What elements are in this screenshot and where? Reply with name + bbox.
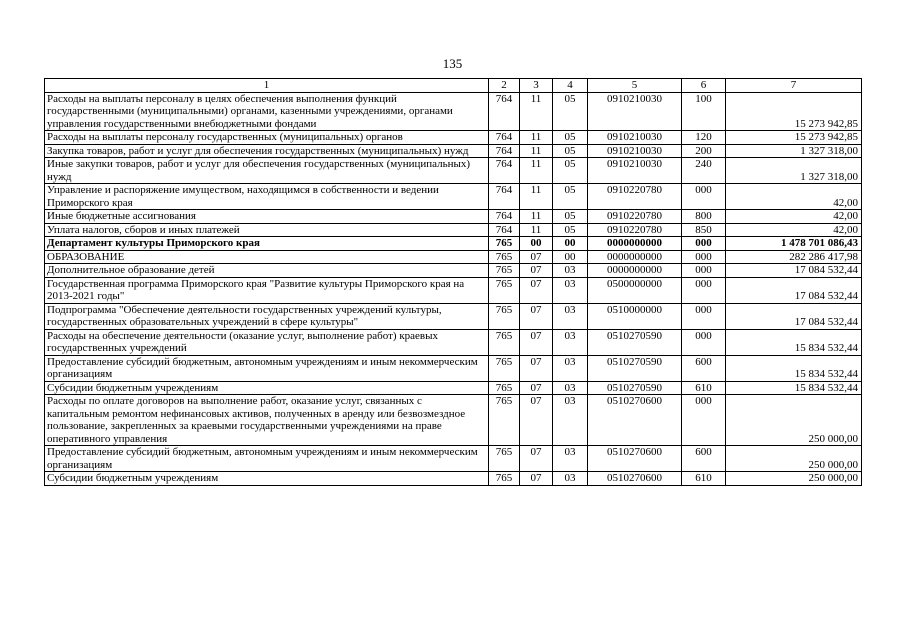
row-section-cell: 07 (520, 277, 553, 303)
table-row (45, 355, 862, 381)
row-target-article-cell: 0910220780 (588, 184, 682, 210)
budget-table (44, 78, 862, 486)
row-expense-type-cell: 000 (682, 184, 726, 210)
row-name-cell: Иные закупки товаров, работ и услуг для обеспечения государственных (муниципальных) нужд (45, 158, 489, 184)
row-name-cell: Государственная программа Приморского края "Развитие культуры Приморского края на 2013-2021 годы" (45, 277, 489, 303)
header-cell-6: 6 (682, 79, 726, 93)
table-row (45, 184, 862, 210)
row-name-cell: ОБРАЗОВАНИЕ (45, 250, 489, 264)
row-expense-type-cell: 610 (682, 472, 726, 486)
row-admin-code-cell: 764 (489, 131, 520, 145)
row-name-cell: Подпрограмма "Обеспечение деятельности государственных учреждений культуры, государственных образовательных учреждений в сфере культуры" (45, 303, 489, 329)
row-target-article-cell: 0000000000 (588, 264, 682, 278)
row-expense-type-cell: 850 (682, 223, 726, 237)
row-section-cell: 07 (520, 264, 553, 278)
row-target-article-cell: 0510270590 (588, 381, 682, 395)
header-cell-4: 4 (553, 79, 588, 93)
row-target-article-cell: 0000000000 (588, 250, 682, 264)
row-name-cell: Расходы по оплате договоров на выполнение работ, оказание услуг, связанных с капитальным ремонтом нефинансовых активов, полученных в аренду или безвозмездное пользование, закрепленных за краевыми государственными учреждениями на праве оперативного управления (45, 395, 489, 446)
row-section-cell: 07 (520, 329, 553, 355)
row-amount-cell: 15 273 942,85 (726, 92, 862, 131)
row-subsection-cell: 03 (553, 381, 588, 395)
row-section-cell: 11 (520, 131, 553, 145)
row-target-article-cell: 0510270600 (588, 395, 682, 446)
row-amount-cell: 15 834 532,44 (726, 355, 862, 381)
row-admin-code-cell: 765 (489, 237, 520, 251)
row-name-cell: Расходы на выплаты персоналу государственных (муниципальных) органов (45, 131, 489, 145)
table-row (45, 223, 862, 237)
header-cell-3: 3 (520, 79, 553, 93)
row-name-cell: Предоставление субсидий бюджетным, автономным учреждениям и иным некоммерческим организациям (45, 446, 489, 472)
header-cell-1: 1 (45, 79, 489, 93)
row-target-article-cell: 0910210030 (588, 144, 682, 158)
row-amount-cell: 42,00 (726, 184, 862, 210)
table-row (45, 264, 862, 278)
row-subsection-cell: 05 (553, 144, 588, 158)
row-name-cell: Уплата налогов, сборов и иных платежей (45, 223, 489, 237)
row-target-article-cell: 0510270600 (588, 446, 682, 472)
row-expense-type-cell: 600 (682, 446, 726, 472)
row-section-cell: 07 (520, 355, 553, 381)
table-row (45, 237, 862, 251)
row-name-cell: Департамент культуры Приморского края (45, 237, 489, 251)
row-target-article-cell: 0510270600 (588, 472, 682, 486)
row-subsection-cell: 03 (553, 395, 588, 446)
row-subsection-cell: 03 (553, 355, 588, 381)
row-name-cell: Закупка товаров, работ и услуг для обеспечения государственных (муниципальных) нужд (45, 144, 489, 158)
row-expense-type-cell: 000 (682, 329, 726, 355)
row-subsection-cell: 05 (553, 131, 588, 145)
row-section-cell: 07 (520, 250, 553, 264)
row-expense-type-cell: 000 (682, 277, 726, 303)
row-admin-code-cell: 764 (489, 184, 520, 210)
table-row (45, 395, 862, 446)
table-row (45, 131, 862, 145)
row-target-article-cell: 0510000000 (588, 303, 682, 329)
table-row (45, 92, 862, 131)
row-target-article-cell: 0510270590 (588, 329, 682, 355)
row-subsection-cell: 05 (553, 223, 588, 237)
row-admin-code-cell: 765 (489, 395, 520, 446)
row-expense-type-cell: 600 (682, 355, 726, 381)
row-amount-cell: 250 000,00 (726, 395, 862, 446)
row-admin-code-cell: 765 (489, 446, 520, 472)
table-row (45, 303, 862, 329)
row-section-cell: 11 (520, 92, 553, 131)
row-subsection-cell: 05 (553, 210, 588, 224)
table-row (45, 329, 862, 355)
row-section-cell: 11 (520, 223, 553, 237)
row-subsection-cell: 00 (553, 237, 588, 251)
row-section-cell: 00 (520, 237, 553, 251)
row-admin-code-cell: 764 (489, 158, 520, 184)
row-target-article-cell: 0910220780 (588, 223, 682, 237)
row-subsection-cell: 03 (553, 446, 588, 472)
row-section-cell: 11 (520, 210, 553, 224)
table-row (45, 381, 862, 395)
row-subsection-cell: 05 (553, 158, 588, 184)
row-section-cell: 07 (520, 446, 553, 472)
row-expense-type-cell: 000 (682, 264, 726, 278)
row-subsection-cell: 00 (553, 250, 588, 264)
row-admin-code-cell: 765 (489, 303, 520, 329)
row-subsection-cell: 03 (553, 303, 588, 329)
row-target-article-cell: 0910210030 (588, 92, 682, 131)
row-expense-type-cell: 000 (682, 303, 726, 329)
row-name-cell: Расходы на выплаты персоналу в целях обеспечения выполнения функций государственными (муниципальными) органами, казенными учреждениями, органами управления государственными внебюджетными фондами (45, 92, 489, 131)
page-number: 135 (442, 56, 463, 71)
row-name-cell: Предоставление субсидий бюджетным, автономным учреждениям и иным некоммерческим организациям (45, 355, 489, 381)
row-section-cell: 07 (520, 472, 553, 486)
header-cell-2: 2 (489, 79, 520, 93)
row-expense-type-cell: 800 (682, 210, 726, 224)
row-admin-code-cell: 765 (489, 355, 520, 381)
row-section-cell: 11 (520, 144, 553, 158)
row-target-article-cell: 0000000000 (588, 237, 682, 251)
row-subsection-cell: 03 (553, 264, 588, 278)
row-expense-type-cell: 100 (682, 92, 726, 131)
row-amount-cell: 250 000,00 (726, 446, 862, 472)
row-amount-cell: 15 273 942,85 (726, 131, 862, 145)
table-row (45, 210, 862, 224)
row-amount-cell: 1 327 318,00 (726, 144, 862, 158)
row-name-cell: Дополнительное образование детей (45, 264, 489, 278)
row-name-cell: Субсидии бюджетным учреждениям (45, 472, 489, 486)
header-cell-7: 7 (726, 79, 862, 93)
row-amount-cell: 282 286 417,98 (726, 250, 862, 264)
table-row (45, 144, 862, 158)
row-name-cell: Иные бюджетные ассигнования (45, 210, 489, 224)
row-admin-code-cell: 765 (489, 329, 520, 355)
row-admin-code-cell: 764 (489, 144, 520, 158)
row-admin-code-cell: 764 (489, 210, 520, 224)
table-row (45, 446, 862, 472)
row-subsection-cell: 03 (553, 277, 588, 303)
row-amount-cell: 17 084 532,44 (726, 277, 862, 303)
row-admin-code-cell: 764 (489, 92, 520, 131)
row-target-article-cell: 0910210030 (588, 158, 682, 184)
row-expense-type-cell: 000 (682, 395, 726, 446)
row-expense-type-cell: 240 (682, 158, 726, 184)
row-admin-code-cell: 765 (489, 381, 520, 395)
row-subsection-cell: 05 (553, 92, 588, 131)
row-admin-code-cell: 765 (489, 277, 520, 303)
row-section-cell: 11 (520, 184, 553, 210)
row-expense-type-cell: 000 (682, 237, 726, 251)
row-section-cell: 07 (520, 395, 553, 446)
row-subsection-cell: 03 (553, 329, 588, 355)
row-amount-cell: 15 834 532,44 (726, 329, 862, 355)
table-row (45, 250, 862, 264)
row-target-article-cell: 0510270590 (588, 355, 682, 381)
row-amount-cell: 42,00 (726, 223, 862, 237)
row-amount-cell: 1 327 318,00 (726, 158, 862, 184)
row-name-cell: Субсидии бюджетным учреждениям (45, 381, 489, 395)
row-admin-code-cell: 764 (489, 223, 520, 237)
row-amount-cell: 250 000,00 (726, 472, 862, 486)
row-name-cell: Управление и распоряжение имуществом, находящимся в собственности и ведении Приморского края (45, 184, 489, 210)
row-amount-cell: 17 084 532,44 (726, 264, 862, 278)
row-admin-code-cell: 765 (489, 250, 520, 264)
row-expense-type-cell: 610 (682, 381, 726, 395)
row-amount-cell: 1 478 701 086,43 (726, 237, 862, 251)
row-section-cell: 11 (520, 158, 553, 184)
row-expense-type-cell: 000 (682, 250, 726, 264)
table-row (45, 277, 862, 303)
row-subsection-cell: 05 (553, 184, 588, 210)
header-row (45, 79, 862, 93)
row-subsection-cell: 03 (553, 472, 588, 486)
row-name-cell: Расходы на обеспечение деятельности (оказание услуг, выполнение работ) краевых государственных учреждений (45, 329, 489, 355)
row-expense-type-cell: 200 (682, 144, 726, 158)
row-section-cell: 07 (520, 381, 553, 395)
row-amount-cell: 42,00 (726, 210, 862, 224)
row-admin-code-cell: 765 (489, 264, 520, 278)
header-cell-5: 5 (588, 79, 682, 93)
row-amount-cell: 17 084 532,44 (726, 303, 862, 329)
row-admin-code-cell: 765 (489, 472, 520, 486)
row-target-article-cell: 0500000000 (588, 277, 682, 303)
row-section-cell: 07 (520, 303, 553, 329)
row-target-article-cell: 0910210030 (588, 131, 682, 145)
table-row (45, 472, 862, 486)
row-expense-type-cell: 120 (682, 131, 726, 145)
row-target-article-cell: 0910220780 (588, 210, 682, 224)
row-amount-cell: 15 834 532,44 (726, 381, 862, 395)
table-row (45, 158, 862, 184)
